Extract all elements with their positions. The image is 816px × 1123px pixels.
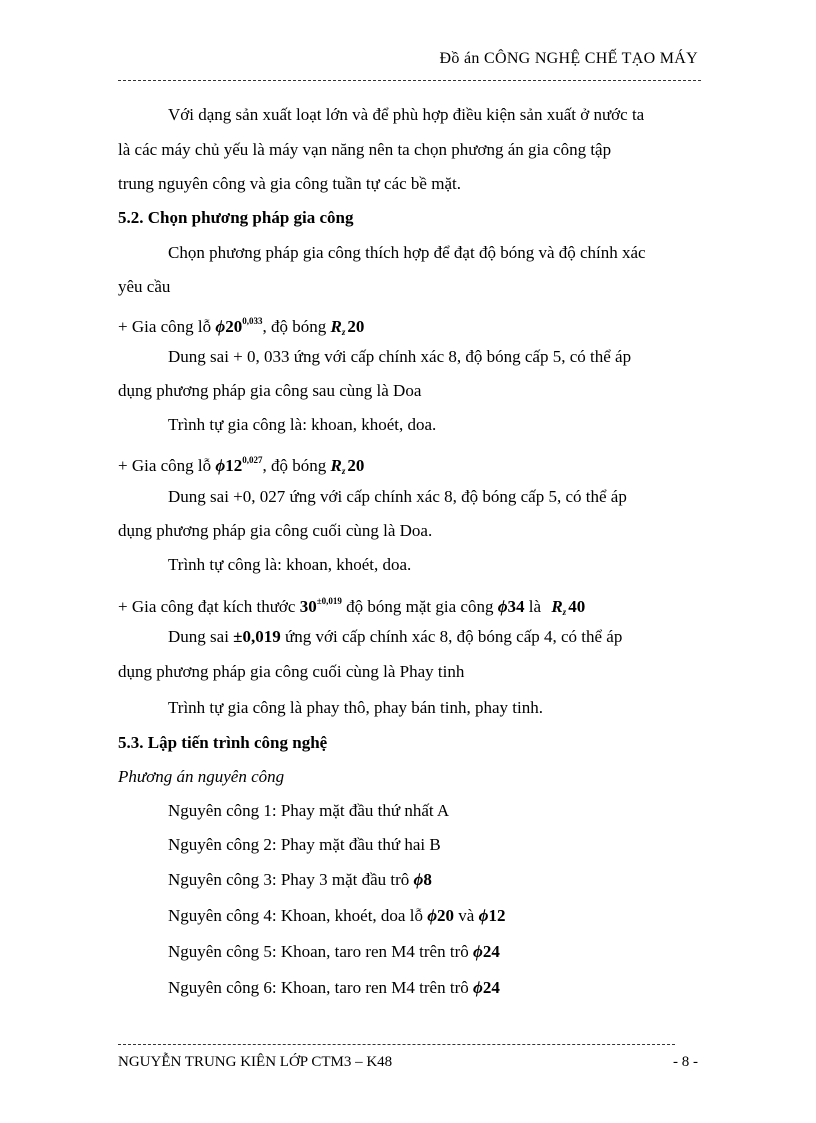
section-heading-5-3: 5.3. Lập tiến trình công nghệ: [118, 733, 328, 752]
diameter-symbol: ϕ: [215, 456, 226, 475]
roughness-symbol: R: [551, 597, 563, 616]
plan-title: Phương án nguyên công: [118, 767, 285, 786]
tol-rest: ứng với cấp chính xác 8, độ bóng cấp 4, có thể áp: [280, 627, 623, 646]
req-mid: độ bóng mặt gia công: [341, 597, 498, 616]
requirement-hole-20: [118, 310, 364, 343]
paragraph-line: dụng phương pháp gia công cuối cùng là Phay tinh: [118, 662, 465, 681]
operation-item: [168, 941, 500, 963]
paragraph-line: dụng phương pháp gia công cuối cùng là Doa.: [118, 521, 433, 540]
op-and: và: [454, 906, 479, 925]
paragraph-line: dụng phương pháp gia công sau cùng là Doa: [118, 381, 422, 400]
paragraph-line: Chọn phương pháp gia công thích hợp để đạt độ bóng và độ chính xác: [168, 243, 646, 262]
header-divider: [118, 80, 701, 81]
diameter-symbol: ϕ: [215, 317, 226, 336]
roughness-subscript: z: [341, 327, 346, 337]
paragraph-line: Trình tự gia công là: khoan, khoét, doa.: [168, 415, 437, 434]
op-dim: 24: [482, 978, 500, 997]
req-mid: , độ bóng: [262, 317, 331, 336]
footer-divider: [118, 1044, 675, 1045]
paragraph-line: Với dạng sản xuất loạt lớn và để phù hợp điều kiện sản xuất ở nước ta: [168, 105, 645, 124]
operation-item: [168, 869, 432, 891]
req-tolerance: ±0,019: [316, 596, 342, 606]
roughness-value: 40: [568, 597, 586, 616]
req-dimension: 20: [225, 317, 243, 336]
op-dim: 20: [437, 906, 455, 925]
op-dim-2: 12: [488, 906, 506, 925]
page-header-title: Đồ án CÔNG NGHỆ CHẾ TẠO MÁY: [439, 50, 698, 67]
op-dim: 8: [423, 870, 432, 889]
roughness-symbol: R: [330, 456, 342, 475]
op-text: Nguyên công 4: Khoan, khoét, doa lỗ: [168, 906, 428, 925]
op-dim: 24: [482, 942, 500, 961]
diameter-symbol: ϕ: [497, 597, 508, 616]
req-prefix: + Gia công đạt kích thước: [118, 597, 300, 616]
roughness-symbol: R: [330, 317, 342, 336]
req-la: là: [524, 597, 546, 616]
footer-page-number: - 8 -: [673, 1054, 698, 1070]
paragraph-line: Trình tự công là: khoan, khoét, doa.: [168, 555, 412, 574]
req-dimension: 30: [299, 597, 317, 616]
operation-item: [168, 905, 505, 927]
op-text: Nguyên công 5: Khoan, taro ren M4 trên trô: [168, 942, 473, 961]
paragraph-line: yêu cầu: [118, 277, 171, 296]
roughness-value: 20: [347, 317, 365, 336]
section-heading-5-2: 5.2. Chọn phương pháp gia công: [118, 208, 354, 227]
tol-value: ±0,019: [233, 627, 281, 646]
footer-author: NGUYỄN TRUNG KIÊN LỚP CTM3 – K48: [118, 1054, 393, 1070]
req-tolerance: 0,033: [242, 316, 263, 326]
roughness-value: 20: [347, 456, 365, 475]
paragraph-line: là các máy chủ yếu là máy vạn năng nên ta chọn phương án gia công tập: [118, 140, 612, 159]
paragraph-line: Trình tự gia công là phay thô, phay bán tinh, phay tinh.: [168, 698, 543, 717]
tol-prefix: Dung sai: [168, 627, 234, 646]
paragraph-line: Dung sai +0, 027 ứng với cấp chính xác 8, độ bóng cấp 5, có thể áp: [168, 487, 627, 506]
req-mid: , độ bóng: [262, 456, 331, 475]
requirement-dimension-30: [118, 590, 585, 623]
diameter-symbol: ϕ: [472, 978, 483, 997]
operation-item: Nguyên công 1: Phay mặt đầu thứ nhất A: [168, 801, 450, 820]
diameter-symbol: ϕ: [472, 942, 483, 961]
op-text: Nguyên công 3: Phay 3 mặt đầu trô: [168, 870, 414, 889]
roughness-subscript: z: [562, 607, 567, 617]
operation-item: Nguyên công 2: Phay mặt đầu thứ hai B: [168, 835, 441, 854]
op-text: Nguyên công 6: Khoan, taro ren M4 trên trô: [168, 978, 473, 997]
diameter-symbol: ϕ: [478, 906, 489, 925]
req-tolerance: 0,027: [242, 455, 263, 465]
operation-item: [168, 977, 500, 999]
paragraph-line-tolerance: [168, 626, 622, 648]
paragraph-line: trung nguyên công và gia công tuần tự các bề mặt.: [118, 174, 461, 193]
req-dimension-2: 34: [507, 597, 525, 616]
req-dimension: 12: [225, 456, 243, 475]
diameter-symbol: ϕ: [427, 906, 438, 925]
req-prefix: + Gia công lỗ: [118, 317, 216, 336]
paragraph-line: Dung sai + 0, 033 ứng với cấp chính xác 8, độ bóng cấp 5, có thể áp: [168, 347, 632, 366]
roughness-subscript: z: [341, 466, 346, 476]
diameter-symbol: ϕ: [413, 870, 424, 889]
req-prefix: + Gia công lỗ: [118, 456, 216, 475]
requirement-hole-12: [118, 449, 364, 482]
